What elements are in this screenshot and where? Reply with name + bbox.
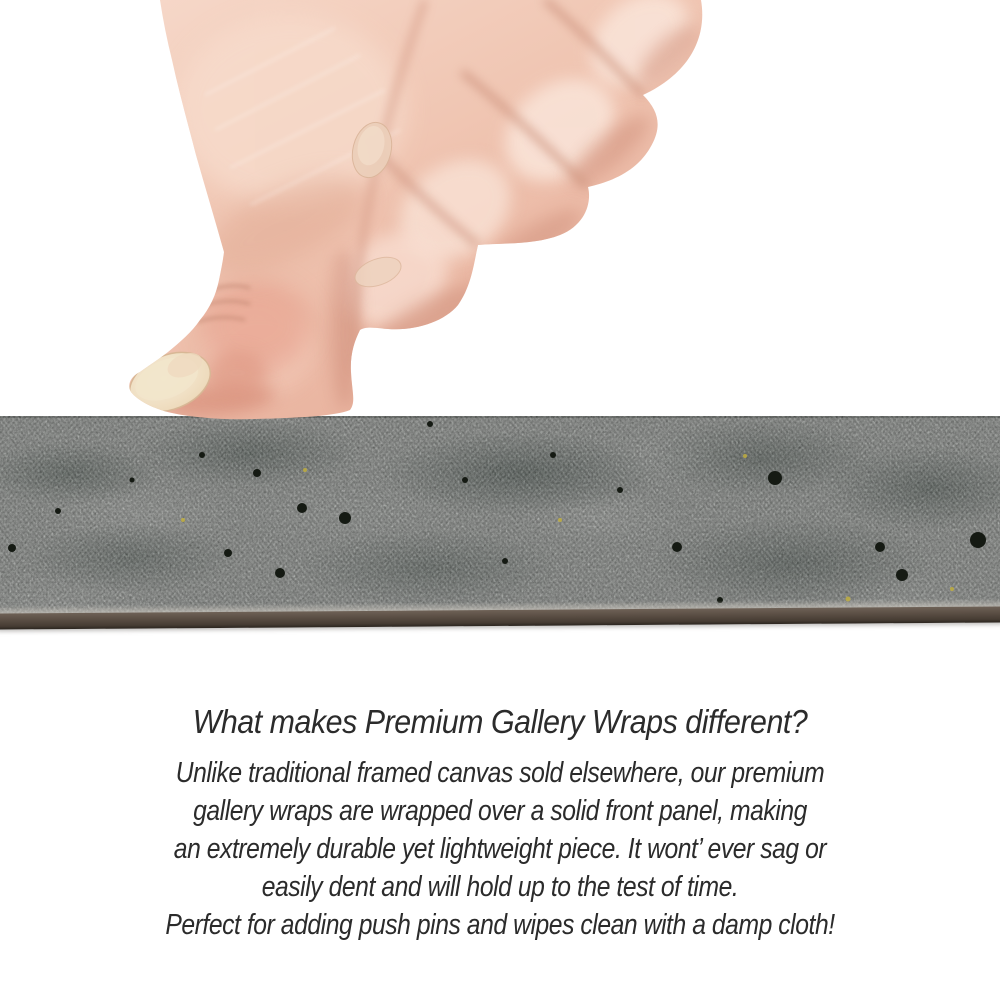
heading: What makes Premium Gallery Wraps different? [192, 703, 808, 740]
canvas-strip [0, 416, 1000, 626]
body-line-1: Unlike traditional framed canvas sold elsewhere, our premium [175, 757, 825, 789]
body-line-3: an extremely durable yet lightweight piece. It wont’ ever sag or [173, 833, 827, 865]
canvas-speckles [0, 416, 1000, 618]
body-line-5: Perfect for adding push pins and wipes clean with a damp cloth! [165, 909, 835, 941]
hand-photo [0, 0, 1000, 425]
body-line-2: gallery wraps are wrapped over a solid front panel, making [193, 795, 807, 827]
body-line-4: easily dent and will hold up to the test of time. [261, 871, 739, 903]
marketing-copy [0, 700, 1000, 944]
